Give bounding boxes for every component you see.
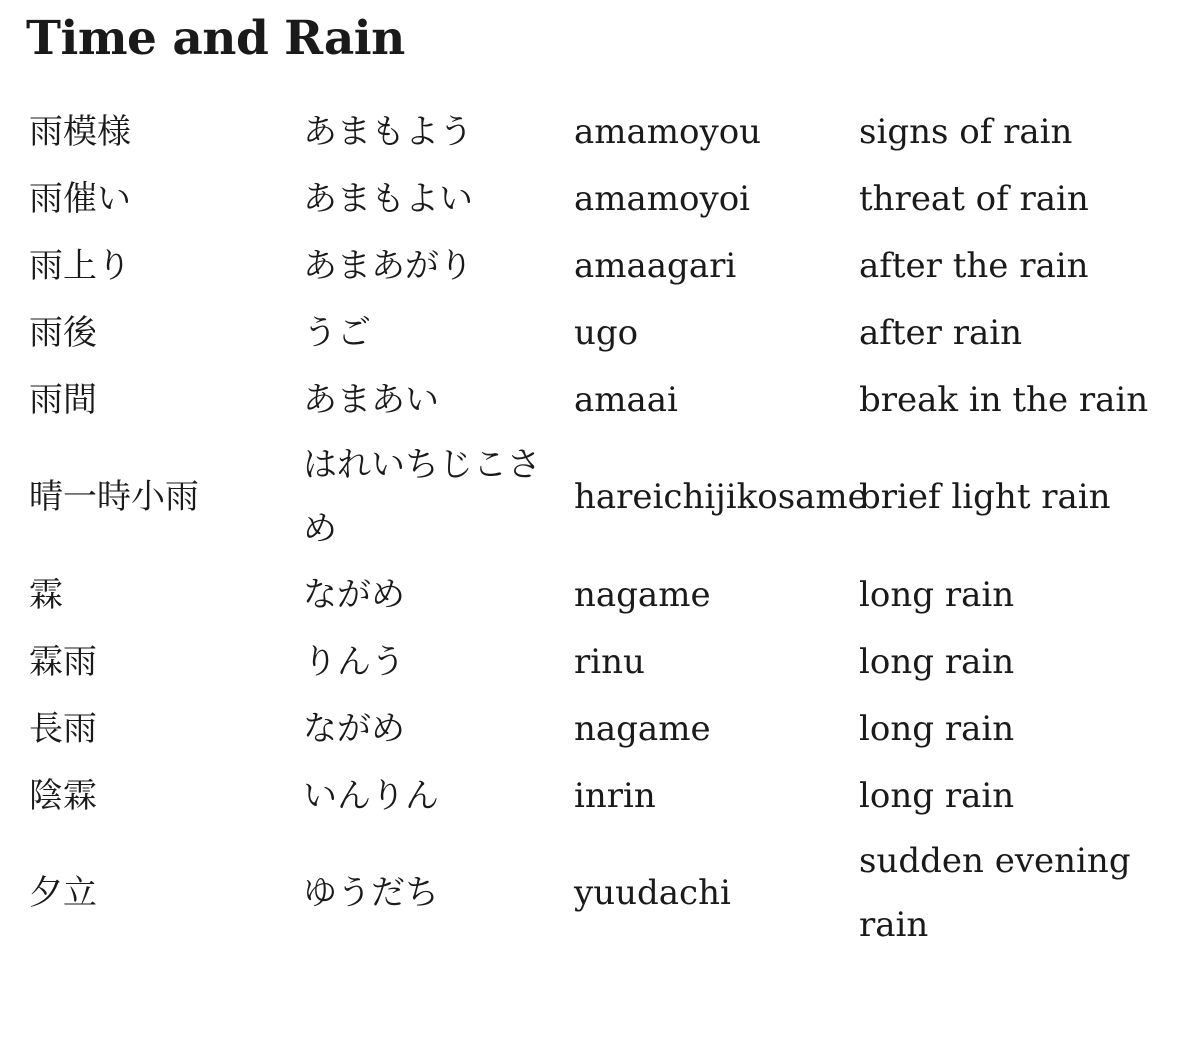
kana-cell: うご — [303, 312, 371, 353]
kanji-cell: 晴一時小雨 — [29, 477, 199, 517]
romaji-cell: ugo — [574, 312, 639, 353]
kanji-cell: 雨模様 — [29, 111, 131, 152]
kana-cell: りんう — [303, 641, 405, 682]
vocabulary-table — [29, 98, 1174, 957]
table-row — [29, 98, 1174, 165]
table-row — [29, 628, 1174, 695]
kanji-cell: 雨間 — [29, 379, 97, 420]
kanji-cell: 長雨 — [29, 708, 97, 749]
table-row — [29, 299, 1174, 366]
romaji-cell: amamoyoi — [574, 178, 751, 219]
english-cell: long rain — [859, 574, 1015, 615]
romaji-cell: nagame — [574, 708, 711, 749]
kanji-cell: 霖雨 — [29, 641, 97, 682]
english-cell: long rain — [859, 708, 1015, 749]
english-cell: threat of rain — [859, 178, 1089, 219]
kana-cell: はれいちじこさめ — [303, 445, 541, 549]
kana-cell: いんりん — [303, 775, 439, 816]
english-cell: long rain — [859, 775, 1015, 816]
kanji-cell: 夕立 — [29, 873, 97, 913]
romaji-cell: amaagari — [574, 245, 737, 286]
english-cell: brief light rain — [859, 477, 1111, 517]
romaji-cell: hareichijikosame — [574, 477, 868, 517]
kanji-cell: 雨上り — [29, 245, 131, 286]
page-title: Time and Rain — [26, 11, 405, 66]
romaji-cell: nagame — [574, 574, 711, 615]
table-row — [29, 165, 1174, 232]
table-row — [29, 695, 1174, 762]
kanji-cell: 霖 — [29, 574, 63, 615]
kana-cell: あまもよう — [303, 111, 473, 152]
table-row — [29, 829, 1174, 957]
romaji-cell: yuudachi — [574, 873, 731, 913]
table-row — [29, 561, 1174, 628]
table-row — [29, 232, 1174, 299]
table-row — [29, 762, 1174, 829]
kanji-cell: 雨催い — [29, 178, 131, 219]
romaji-cell: amamoyou — [574, 111, 762, 152]
kana-cell: ゆうだち — [303, 873, 439, 913]
kana-cell: あまあがり — [303, 245, 473, 286]
kana-cell: あまあい — [303, 379, 439, 420]
english-cell: sudden evening rain — [859, 841, 1131, 945]
romaji-cell: amaai — [574, 379, 678, 420]
kana-cell: ながめ — [303, 708, 405, 749]
table-row — [29, 366, 1174, 433]
english-cell: break in the rain — [859, 379, 1149, 420]
kanji-cell: 雨後 — [29, 312, 97, 353]
table-row — [29, 433, 1174, 561]
english-cell: long rain — [859, 641, 1015, 682]
romaji-cell: rinu — [574, 641, 645, 682]
kana-cell: あまもよい — [303, 178, 473, 219]
romaji-cell: inrin — [574, 775, 656, 816]
english-cell: after rain — [859, 312, 1022, 353]
english-cell: after the rain — [859, 245, 1089, 286]
kanji-cell: 陰霖 — [29, 775, 97, 816]
kana-cell: ながめ — [303, 574, 405, 615]
english-cell: signs of rain — [859, 111, 1073, 152]
